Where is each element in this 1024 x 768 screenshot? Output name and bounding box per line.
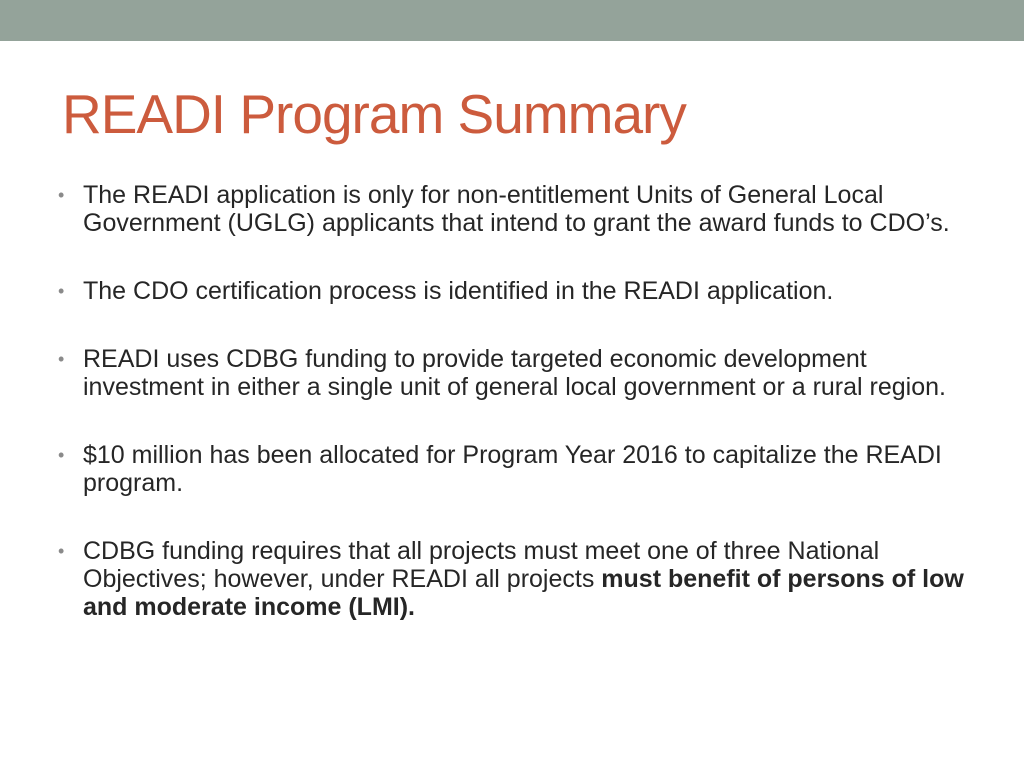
bullet-item <box>58 441 968 497</box>
slide-title: READI Program Summary <box>62 83 686 145</box>
bullet-item <box>58 537 968 621</box>
bullet-bold-emphasis: must benefit of persons of low and moderate income (LMI). <box>83 565 964 621</box>
bullet-item <box>58 345 968 401</box>
bullet-text: READI uses CDBG funding to provide targeted economic development investment in either a single unit of general local government or a rural region. <box>83 345 946 401</box>
bullet-list <box>58 181 968 661</box>
bullet-text: The CDO certification process is identified in the READI application. <box>83 277 834 305</box>
bullet-text: $10 million has been allocated for Program Year 2016 to capitalize the READI program. <box>83 441 942 497</box>
bullet-item <box>58 277 968 305</box>
bullet-item <box>58 181 968 237</box>
top-accent-bar <box>0 0 1024 41</box>
bullet-text: CDBG funding requires that all projects must meet one of three National Objectives; however, under READI all projects <box>83 537 880 593</box>
bullet-text: The READI application is only for non-entitlement Units of General Local Government (UGLG) applicants that intend to grant the award funds to CDO’s. <box>83 181 950 237</box>
